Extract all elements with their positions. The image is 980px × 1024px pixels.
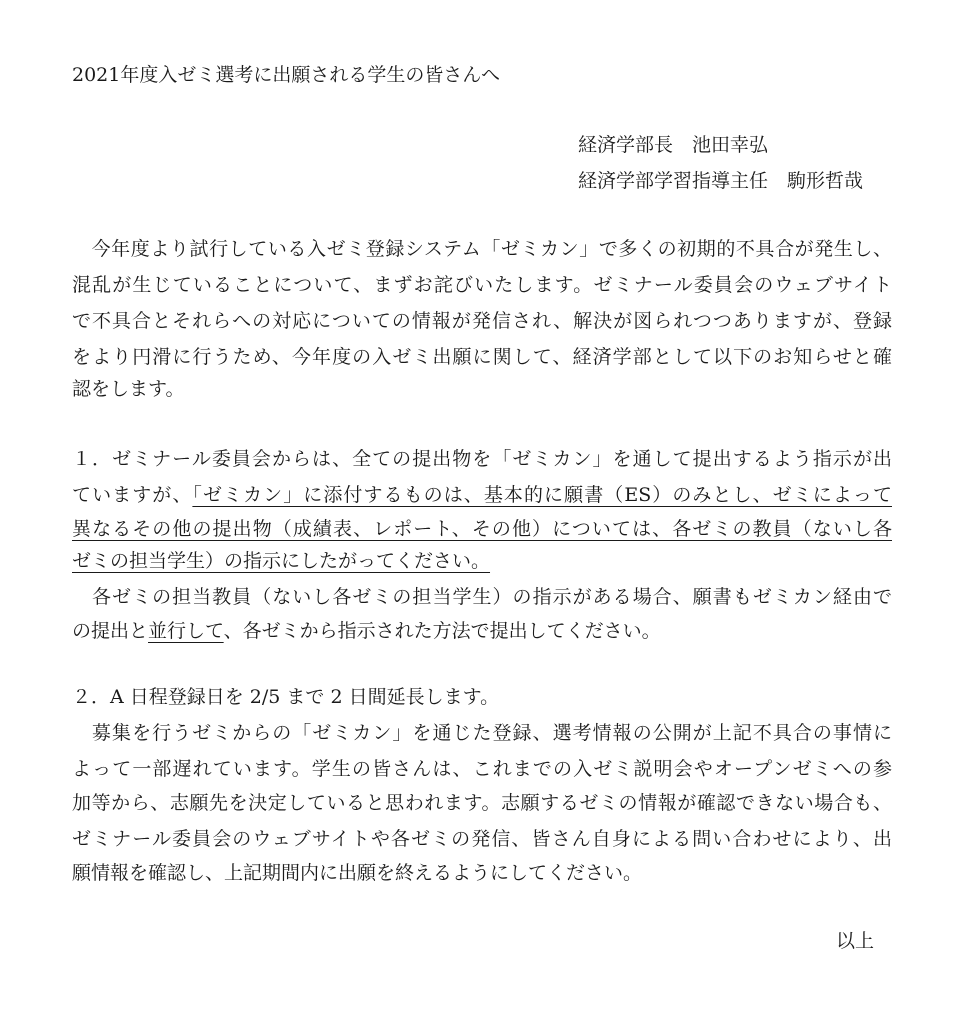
item1-underlined-text: ゼミの担当学生）の指示にしたがってください。 xyxy=(72,550,491,572)
item1-line xyxy=(72,618,892,644)
intro-line: 今年度より試行している入ゼミ登録システム「ゼミカン」で多くの初期的不具合が発生し、 xyxy=(72,238,892,260)
closing-remark: 以上 xyxy=(836,930,875,952)
item1-line: １．ゼミナール委員会からは、全ての提出物を「ゼミカン」を通して提出するよう指示が出 xyxy=(72,448,892,470)
item2-line: 募集を行うゼミからの「ゼミカン」を通じた登録、選考情報の公開が上記不具合の事情に xyxy=(72,722,892,744)
item1-underlined-text: 並行して xyxy=(148,620,224,642)
intro-line: 混乱が生じていることについて、まずお詫びいたします。ゼミナール委員会のウェブサイト xyxy=(72,274,892,296)
item1-underlined-text: 「ゼミカン」に添付するものは、基本的に願書（ES）のみとし、ゼミによって xyxy=(192,484,892,506)
item1-line: 各ゼミの担当教員（ないし各ゼミの担当学生）の指示がある場合、願書もゼミカン経由で xyxy=(72,586,892,608)
item2-line: ゼミナール委員会のウェブサイトや各ゼミの発信、皆さん自身による問い合わせにより、出 xyxy=(72,828,892,850)
signatory-director: 経済学部学習指導主任 駒形哲哉 xyxy=(578,170,864,192)
item1-underlined-text: 異なるその他の提出物（成績表、レポート、その他）については、各ゼミの教員（ないし各 xyxy=(72,518,892,540)
signatory-dean: 経済学部長 池田幸弘 xyxy=(578,134,769,156)
intro-line: で不具合とそれらへの対応についての情報が発信され、解決が図られつつありますが、登録 xyxy=(72,310,892,332)
item1-line xyxy=(72,516,892,542)
item2-heading: ２．A 日程登録日を 2/5 まで 2 日間延長します。 xyxy=(72,686,500,708)
item1-text: 、各ゼミから指示された方法で提出してください。 xyxy=(223,620,661,642)
item2-line: 加等から、志願先を決定していると思われます。志願するゼミの情報が確認できない場合も、 xyxy=(72,792,892,814)
item2-line: 願情報を確認し、上記期間内に出願を終えるようにしてください。 xyxy=(72,862,643,884)
item1-text: の提出と xyxy=(72,620,149,642)
intro-line: をより円滑に行うため、今年度の入ゼミ出願に関して、経済学部として以下のお知らせと確 xyxy=(72,346,892,368)
item2-line: よって一部遅れています。学生の皆さんは、これまでの入ゼミ説明会やオープンゼミへの参 xyxy=(72,758,892,780)
document-title: 2021年度入ゼミ選考に出願される学生の皆さんへ xyxy=(72,64,500,86)
item1-line xyxy=(72,548,892,574)
item1-text: ていますが、 xyxy=(72,484,193,506)
item1-line xyxy=(72,482,892,508)
intro-line: 認をします。 xyxy=(72,378,185,400)
